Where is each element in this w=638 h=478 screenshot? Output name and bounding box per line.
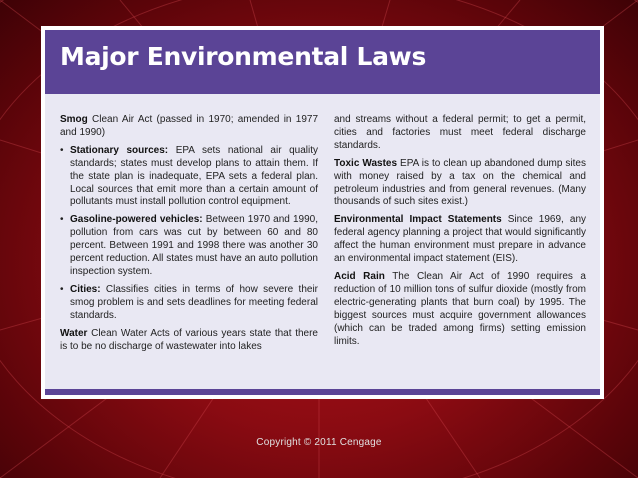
slide-card (41, 26, 604, 399)
bullet-heading: Stationary sources: (70, 144, 169, 156)
smog-text: Clean Air Act (passed in 1970; amended in 1977 and 1990) (60, 114, 318, 138)
list-item (60, 214, 318, 279)
list-item (60, 145, 318, 210)
copyright-notice: Copyright © 2011 Cengage (256, 437, 382, 448)
toxic-wastes-heading: Toxic Wastes (334, 157, 398, 169)
acid-rain-heading: Acid Rain (334, 270, 385, 282)
eis-text: Since 1969, any federal agency planning a project that would significantly affect the human environment must prepare in advance an environmental impact statement (EIS). (334, 214, 587, 265)
water-heading: Water (60, 327, 88, 339)
bullet-dot: • (60, 283, 64, 295)
toxic-wastes-text: EPA is to clean up abandoned dump sites with money raised by a tax on the chemical and petroleum industries and from general revenues. (Many thousands of such sites exist.) (334, 157, 586, 208)
bullet-heading: Gasoline-powered vehicles: (70, 214, 203, 226)
slide-card-body (45, 30, 600, 395)
toxic-wastes-paragraph (334, 158, 586, 210)
bullet-text: Classifies cities in terms of how severe their smog problem is and sets deadlines for meeting federal standards. (70, 283, 318, 321)
smog-heading: Smog (60, 114, 88, 125)
water-paragraph (60, 328, 318, 354)
acid-rain-paragraph (334, 271, 586, 348)
eis-heading: Environmental Impact Statements (334, 214, 502, 226)
left-column (60, 114, 318, 358)
bottom-accent-bar (45, 389, 600, 395)
bullet-dot: • (60, 214, 64, 226)
smog-paragraph (60, 114, 318, 140)
bullet-text: EPA sets national air quality standards; states must develop plans to attain them. If the state plan is inadequate, EPA sets a federal plan. Local sources that emit more than a certain amount of pollutants must install pollution control equipment. (70, 144, 318, 208)
title-band (45, 30, 600, 94)
list-item (60, 284, 318, 323)
slide-title: Major Environmental Laws (60, 42, 427, 71)
bullet-dot: • (60, 144, 64, 156)
bullet-text: Between 1970 and 1990, pollution from cars was cut by between 60 and 80 percent. Between 1991 and 1998 there was another 30 percent reduction. All states must have an auto pollution inspection system. (70, 214, 319, 277)
eis-paragraph (334, 214, 586, 266)
water-text: Clean Water Acts of various years state that there is to be no discharge of wastewater into lakes (60, 327, 318, 352)
bullet-heading: Cities: (70, 283, 101, 295)
water-continued-paragraph: and streams without a federal permit; to get a permit, cities and factories must meet federal discharge standards. (334, 114, 586, 151)
acid-rain-text: The Clean Air Act of 1990 requires a reduction of 10 million tons of sulfur dioxide (mostly from electric-generating plants that burn coal) by 1995. The biggest sources must acquire government allowances (which can be traded among firms) setting emission limits. (334, 270, 586, 347)
right-column (334, 114, 586, 353)
smog-bullet-list (60, 145, 318, 323)
